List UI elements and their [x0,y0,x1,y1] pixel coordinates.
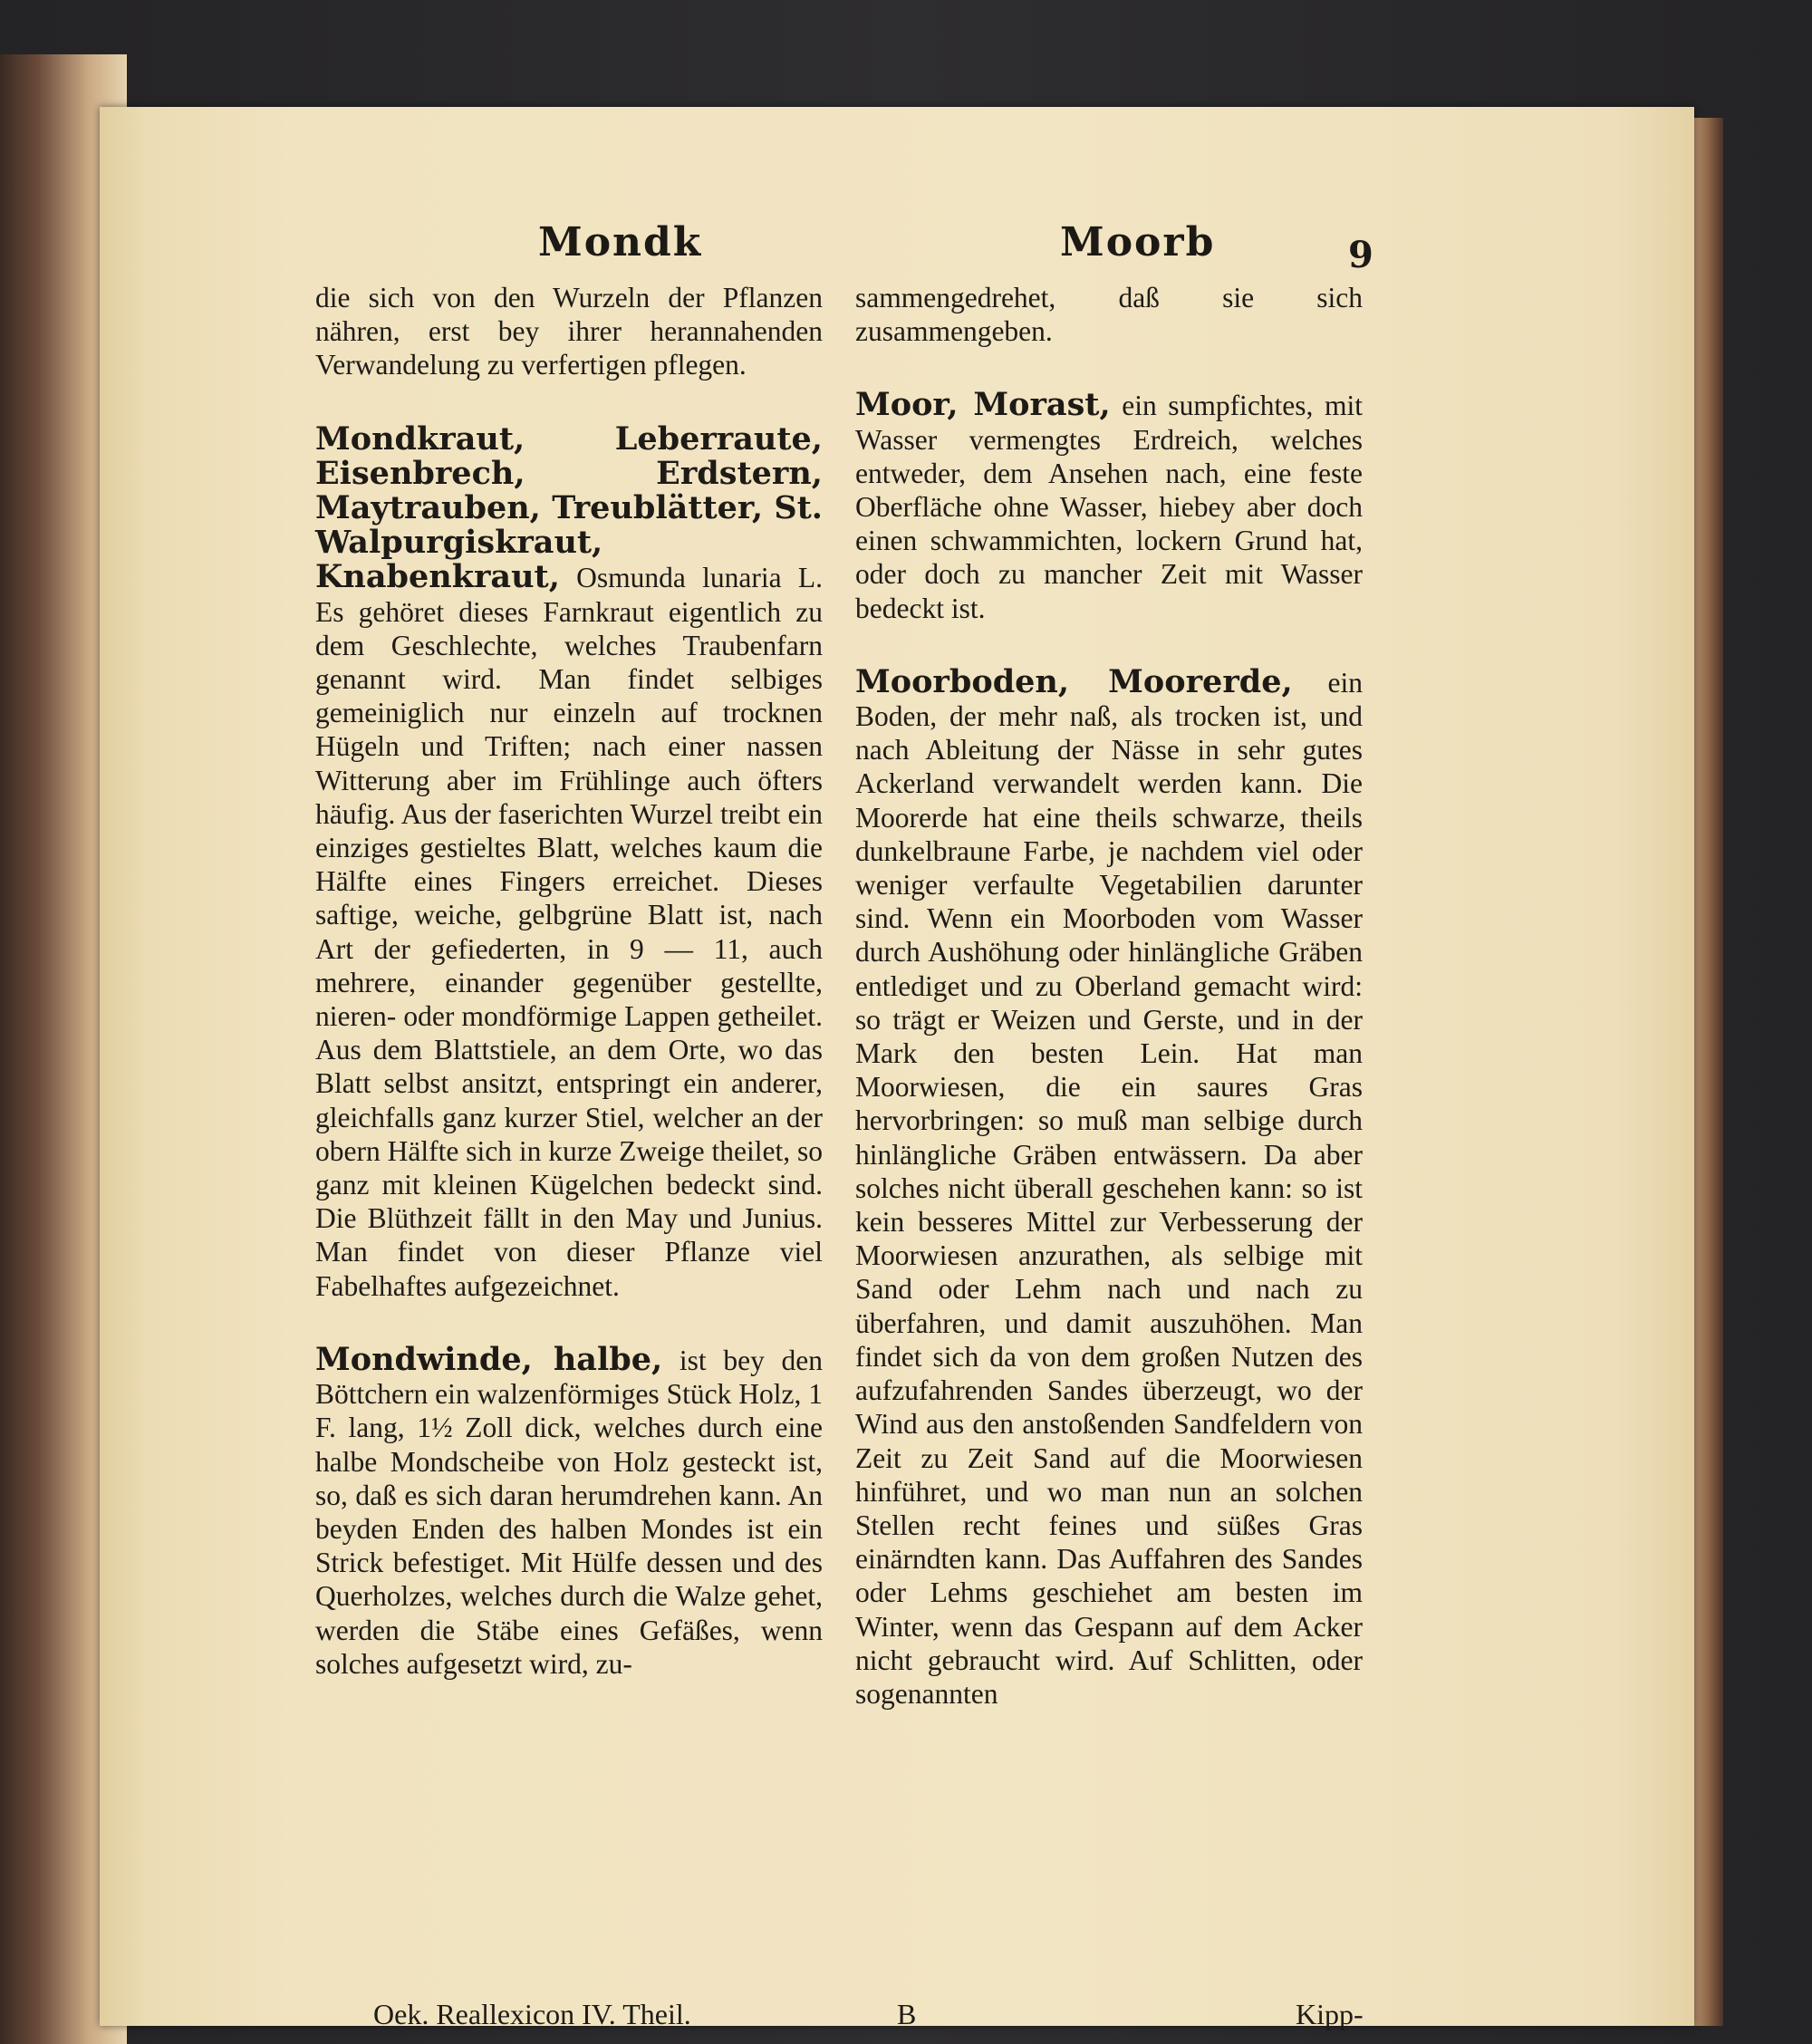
signature-title: Oek. Reallexicon IV. Theil. [373,1998,691,2030]
entry-text-mondwinde: ist bey den Böttchern ein walzenförmiges Stück Holz, 1 F. lang, 1½ Zoll dick, welches durch eine halbe Mondscheibe von Holz gesteckt ist, so, daß es sich daran herumdrehen kann. An beyden Enden des halben Mondes ist ein Strick befestiget. Mit Hülfe dessen und des Querholzes, welches durch die Walze gehet, werden die Stäbe eines Gefäßes, wenn solches aufgesetzt wird, zu- [315,1344,823,1680]
headword-moor: Moor, Morast, [855,386,1111,424]
headword-mondkraut: Mondkraut, Leberraute, Eisenbrech, Erdstern, Maytrauben, Treublätter, St. Walpurgiskraut, Knabenkraut, [315,419,823,596]
entry-text-moor: ein sumpfichtes, mit Wasser vermengtes Erdreich, welches entweder, dem Ansehen nach, eine feste Oberfläche ohne Wasser, hiebey aber doch einen schwammichten, lockern Grund hat, oder doch zu mancher Zeit mit Wasser bedeckt ist. [855,390,1363,624]
running-head-center: Moorb [1060,219,1216,265]
signature-mark: B [897,1998,917,2030]
entry-mondkraut [315,419,824,1303]
right-continuation-paragraph: sammengedrehet, daß sie sich zusammengeben. [855,282,1363,348]
headword-moorboden: Moorboden, Moorerde, [855,662,1293,700]
catchword: Kipp- [1296,1998,1364,2030]
entry-text-moorboden: ein Boden, der mehr naß, als trocken ist, und nach Ableitung der Nässe in sehr gutes Ackerland verwandelt werden kann. Die Moorerde hat eine theils schwarze, theils dunkelbraune Farbe, je nachdem viel oder weniger verfaulte Vegetabilien darunter sind. Wenn ein Moorboden vom Wasser durch Aushöhung oder hinlängliche Gräben entlediget und zu Oberland gemacht wird: so trägt er Weizen und Gerste, und in der Mark den besten Lein. Hat man Moorwiesen, die ein saures Gras hervorbringen: so muß man selbige durch hinlängliche Gräben entwässern. Da aber solches nicht überall geschehen kann: so ist kein besseres Mittel zur Verbesserung der Moorwiesen anzurathen, als selbige mit Sand oder Lehm nach und nach zu überfahren, und damit auszuhöhen. Man findet sich da von dem großen Nutzen des aufzufahrenden Sandes überzeugt, wo der Wind aus den anstoßenden Sandfeldern von Zeit zu Zeit Sand auf die Moorwiesen hinführet, und wo man nun an solchen Stellen recht feines und süßes Gras einärndten kann. Das Auffahren des Sandes oder Lehms geschiehet am besten im Winter, wenn das Gespann auf dem Acker nicht gebraucht wird. Auf Schlitten, oder sogenannten [855,666,1363,1710]
running-head-left: Mondk [538,219,703,265]
entry-mondwinde [315,1340,823,1681]
entry-moorboden [855,662,1363,1711]
latin-name: Osmunda lunaria L. [576,562,824,594]
right-column [855,281,1363,1711]
entry-text-mondkraut: Es gehöret dieses Farnkraut eigentlich zu dem Geschlechte, welches Traubenfarn genannt wird. Man findet selbiges gemeiniglich nur einzeln auf trocknen Hügeln und Triften; nach einer nassen Witterung aber im Frühlinge auch öfters häufig. Aus der faserichten Wurzel treibt ein einziges gestieltes Blatt, welches kaum die Hälfte eines Fingers erreichet. Dieses saftige, weiche, gelbgrüne Blatt ist, nach Art der gefiederten, in 9 — 11, auch mehrere, einander gegenüber gestellte, nieren- oder mondförmige Lappen getheilet. Aus dem Blattstiele, an dem Orte, wo das Blatt selbst ansitzt, entspringt ein anderer, gleichfalls ganz kurzer Stiel, welcher an der obern Hälfte sich in kurze Zweige theilet, so ganz mit kleinen Kügelchen bedeckt sind. Die Blüthzeit fällt in den May und Junius. Man findet von dieser Pflanze viel Fabelhaftes aufgezeichnet. [315,595,823,1302]
left-continuation-paragraph: die sich von den Wurzeln der Pflanzen nähren, erst bey ihrer herannahenden Verwandelung zu verfertigen pflegen. [315,282,823,381]
headword-mondwinde: Mondwinde, halbe, [315,1340,663,1378]
left-column [315,281,823,1681]
entry-moor [855,388,1363,624]
page-number: 9 [1348,234,1375,276]
